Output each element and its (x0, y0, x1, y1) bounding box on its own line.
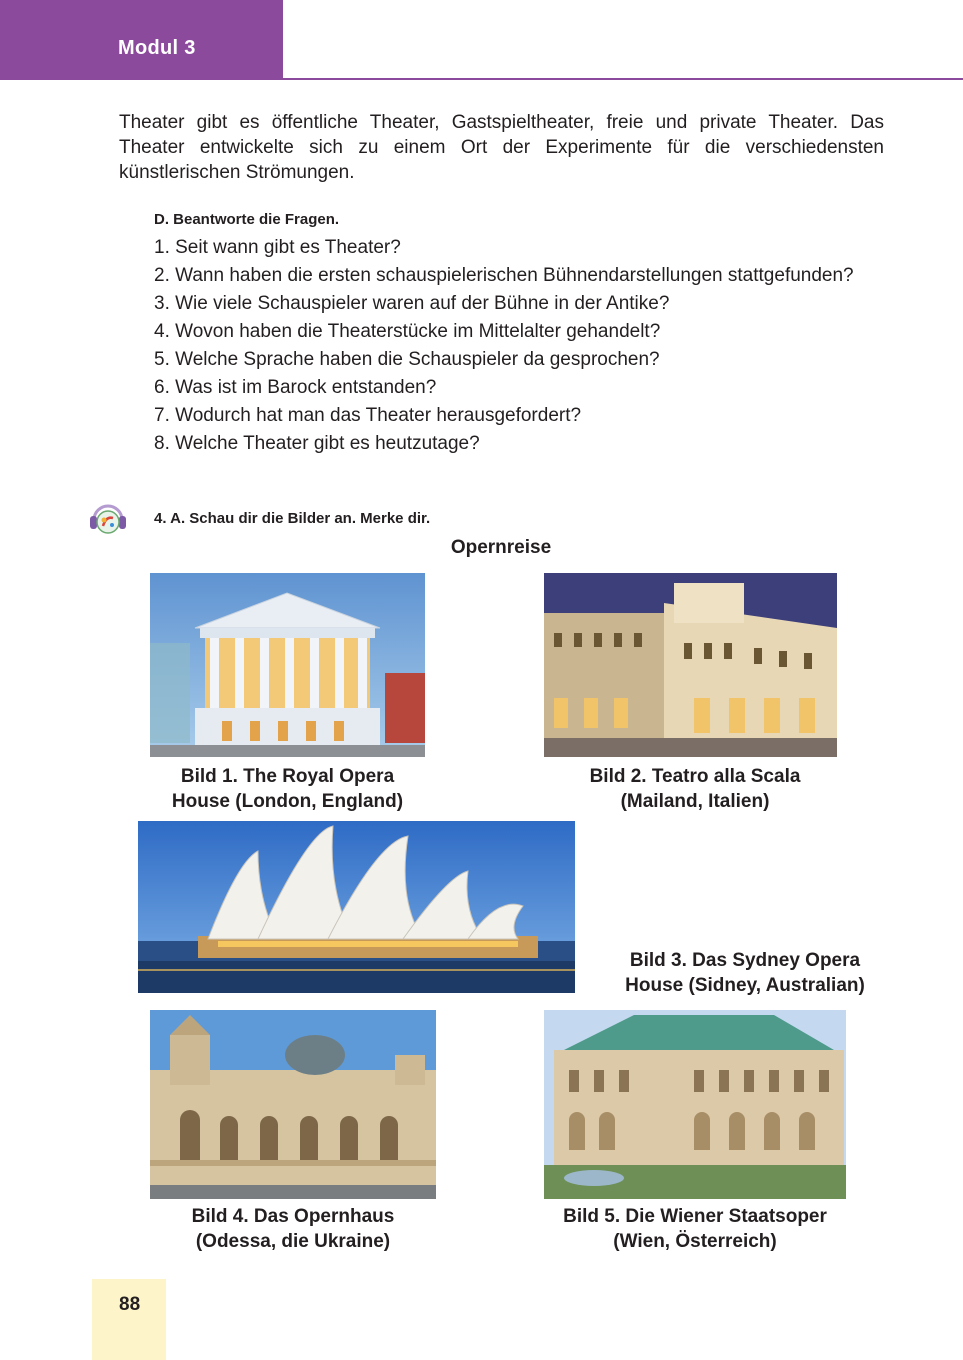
intro-paragraph: Theater gibt es öffentliche Theater, Gastspieltheater, freie und private Theater. Das Theater entwickelte sich zu einem Ort der Experimente für die verschiedensten künstlerischen Strömungen. (119, 112, 884, 183)
question-item: 1. Seit wann gibt es Theater? (154, 237, 401, 258)
caption-line: Bild 3. Das Sydney Opera (629, 950, 861, 971)
caption-line: Bild 5. Die Wiener Staatsoper (563, 1206, 827, 1227)
question-item: 5. Welche Sprache haben die Schauspieler da gesprochen? (154, 349, 660, 370)
royal-opera-house-photo (150, 573, 425, 757)
sydney-opera-house-photo (138, 821, 575, 993)
caption-line: House (London, England) (171, 791, 404, 812)
question-list (154, 236, 886, 460)
audio-headphones-icon[interactable] (86, 496, 130, 540)
gallery-title: Opernreise (450, 537, 552, 558)
task-d-heading: D. Beantworte die Fragen. (154, 211, 340, 228)
question-item: 6. Was ist im Barock entstanden? (154, 377, 437, 398)
caption-line: Bild 2. Teatro alla Scala (589, 766, 801, 787)
question-item: 8. Welche Theater gibt es heutzutage? (154, 433, 480, 454)
caption-line: (Wien, Österreich) (613, 1231, 777, 1252)
caption-line: House (Sidney, Australian) (625, 975, 865, 996)
teatro-alla-scala-photo (544, 573, 837, 757)
page-number-box (92, 1279, 166, 1360)
task-4-heading: 4. A. Schau dir die Bilder an. Merke dir. (154, 510, 431, 527)
picture-5-caption (534, 1204, 856, 1254)
caption-line: Bild 4. Das Opernhaus (191, 1206, 395, 1227)
picture-2-caption (544, 764, 846, 814)
question-item: 4. Wovon haben die Theaterstücke im Mittelalter gehandelt? (154, 321, 661, 342)
picture-1-caption (150, 764, 425, 814)
caption-line: Bild 1. The Royal Opera (180, 766, 395, 787)
question-item: 7. Wodurch hat man das Theater herausgefordert? (154, 405, 582, 426)
caption-line: (Mailand, Italien) (620, 791, 770, 812)
header-rule (283, 78, 963, 80)
caption-line: (Odessa, die Ukraine) (195, 1231, 391, 1252)
module-label: Modul 3 (118, 37, 196, 59)
question-item: 2. Wann haben die ersten schauspielerischen Bühnendarstellungen stattgefunden? (154, 265, 854, 286)
page-number: 88 (119, 1294, 141, 1315)
picture-3-caption (604, 948, 886, 998)
question-item: 3. Wie viele Schauspieler waren auf der Bühne in der Antike? (154, 293, 670, 314)
odessa-opera-house-photo (150, 1010, 436, 1199)
vienna-state-opera-photo (544, 1010, 846, 1199)
picture-4-caption (150, 1204, 436, 1254)
